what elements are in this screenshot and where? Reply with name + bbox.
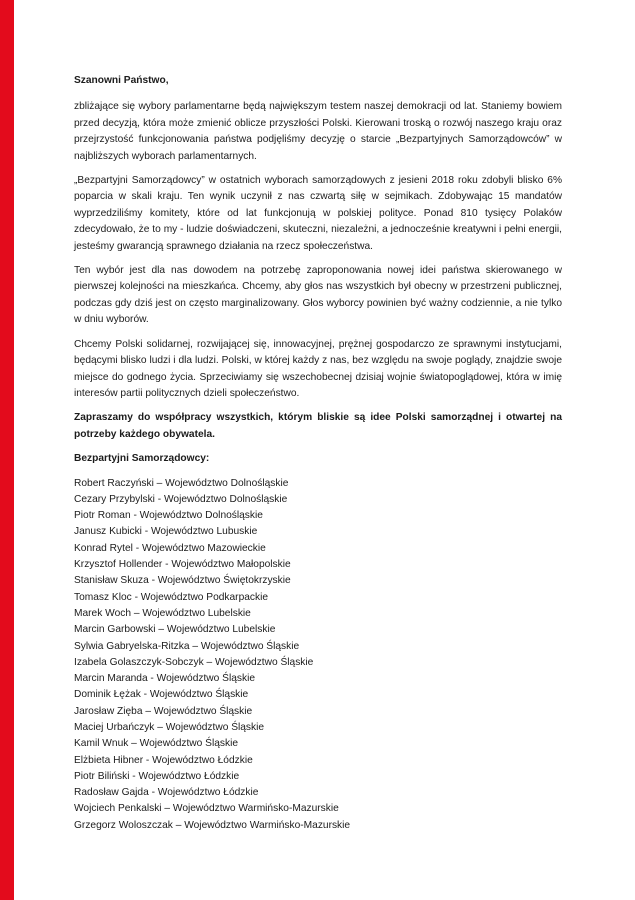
signatory: Dominik Łężak - Województwo Śląskie — [74, 689, 249, 701]
paragraph-intro: zbliżające się wybory parlamentarne będą największym testem naszej demokracji od lat. Staniemy bowiem przed decyzją, która może zmienić oblicze przyszłości Polski. Kierowani troską o rozwój naszego kraju oraz przejrzystość funkcjonowania państwa podjęliśmy decyzję o starcie „Bezpartyjnych Samorządowców” w najbliższych wyborach parlamentarnych. — [74, 101, 562, 162]
signatory: Cezary Przybylski - Województwo Dolnośląskie — [74, 493, 288, 505]
signatory: Marcin Maranda - Województwo Śląskie — [74, 673, 255, 685]
paragraph-vision: Chcemy Polski solidarnej, rozwijającej się, innowacyjnej, prężnej gospodarczo ze sprawnymi instytucjami, będącymi blisko ludzi i dla ludzi. Polski, w której każdy z nas, bez względu na swoje poglądy, znajdzie swoje miejsce do godnego życia. Sprzeciwiamy się wszechobecnej dzisiaj wojnie światopoglądowej, która w imię interesów partii politycznych dzieli społeczeństwo. — [74, 338, 562, 399]
signatory: Robert Raczyński – Województwo Dolnośląskie — [74, 477, 289, 489]
signatory: Stanisław Skuza - Województwo Świętokrzyskie — [74, 575, 291, 587]
signatory: Piotr Biliński - Województwo Łódzkie — [74, 770, 240, 782]
signatory: Janusz Kubicki - Województwo Lubuskie — [74, 526, 258, 538]
signatory: Wojciech Penkalski – Województwo Warmińsko-Mazurskie — [74, 803, 339, 815]
signatory: Marcin Garbowski – Województwo Lubelskie — [74, 624, 276, 636]
signatory: Sylwia Gabryelska-Ritzka – Województwo Śląskie — [74, 640, 300, 652]
signatory: Izabela Golaszczyk-Sobczyk – Województwo Śląskie — [74, 656, 314, 668]
invitation-callout: Zapraszamy do współpracy wszystkich, którym bliskie są idee Polski samorządnej i otwartej na potrzeby każdego obywatela. — [74, 412, 562, 440]
salutation: Szanowni Państwo, — [74, 75, 169, 86]
signatories-list — [74, 476, 562, 835]
signatory: Grzegorz Woloszczak – Województwo Warmińsko-Mazurskie — [74, 819, 351, 831]
paragraph-results: „Bezpartyjni Samorządowcy” w ostatnich wyborach samorządowych z jesieni 2018 roku zdobyli blisko 6% poparcia w skali kraju. Ten wynik uczynił z nas czwartą siłę w sejmikach. Zdobywając 15 mandatów wyprzedziliśmy komitety, które od lat funkcjonują w polskiej polityce. Ponad 810 tysięcy Polaków zdecydowało, że to my - ludzie doświadczeni, skuteczni, niezależni, a jednocześnie kreatywni i pełni energii, jesteśmy gwarancją sprawnego działania na rzecz społeczeństwa. — [74, 175, 562, 252]
signatory: Maciej Urbańczyk – Województwo Śląskie — [74, 721, 265, 733]
letter — [74, 73, 562, 834]
red-accent-bar — [0, 0, 14, 900]
signatory: Tomasz Kloc - Województwo Podkarpackie — [74, 591, 269, 603]
signatory: Marek Woch – Województwo Lubelskie — [74, 607, 251, 619]
signatory: Jarosław Zięba – Województwo Śląskie — [74, 705, 253, 717]
signatory: Radosław Gajda - Województwo Łódzkie — [74, 787, 259, 799]
signatory: Krzysztof Hollender - Województwo Małopolskie — [74, 559, 291, 571]
signatory: Konrad Rytel - Województwo Mazowieckie — [74, 542, 266, 554]
signatory: Piotr Roman - Województwo Dolnośląskie — [74, 510, 263, 522]
signatories-heading: Bezpartyjni Samorządowcy: — [74, 453, 210, 465]
paragraph-idea: Ten wybór jest dla nas dowodem na potrzebę zaproponowania nowej idei państwa skierowanego w pierwszej kolejności na mieszkańca. Chcemy, aby głos nas wszystkich był obecny w przestrzeni publicznej, podczas gdy dziś jest on często marginalizowany. Głos wyborcy powinien być ważny codziennie, a nie tylko w dniu wyborów. — [74, 265, 562, 326]
signatory: Elżbieta Hibner - Województwo Łódzkie — [74, 754, 253, 766]
signatory: Kamil Wnuk – Województwo Śląskie — [74, 738, 239, 750]
